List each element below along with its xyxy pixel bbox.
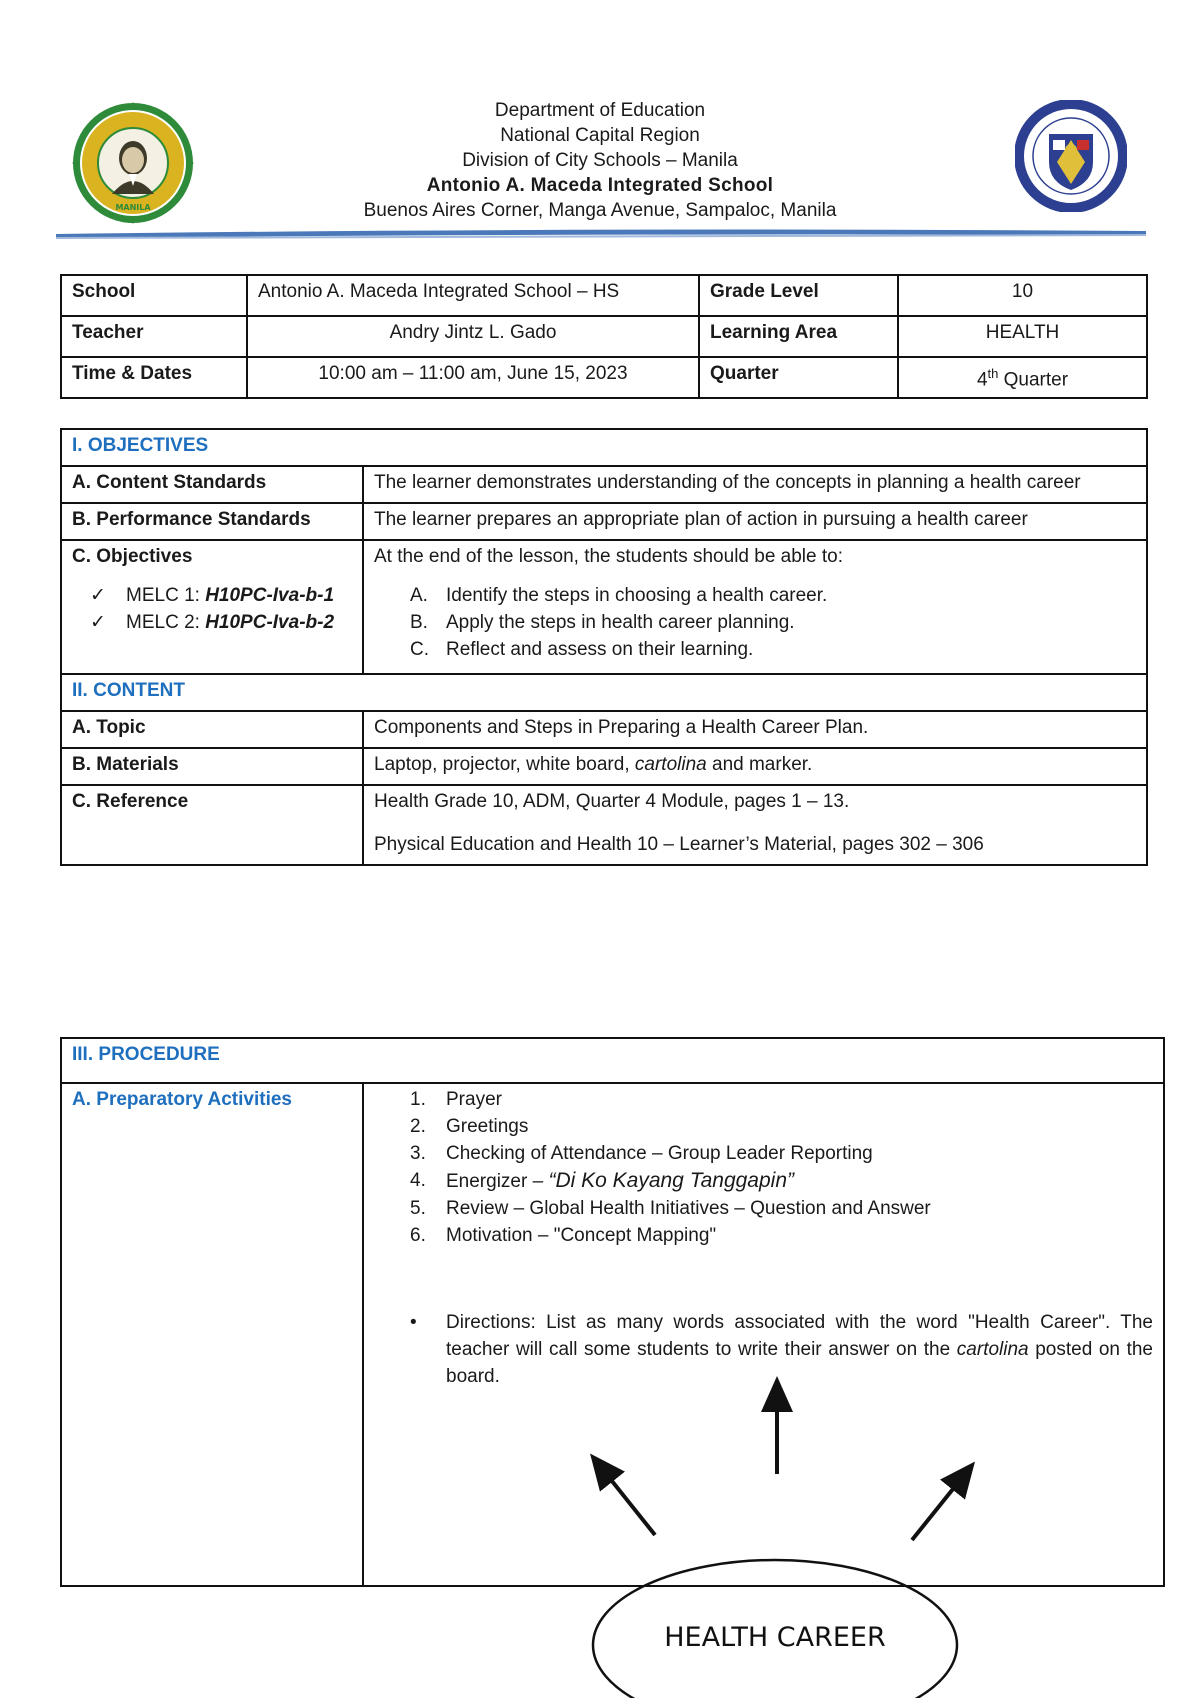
list-item: [410, 1195, 1153, 1222]
melc-prefix: MELC 1:: [126, 585, 206, 606]
list-item: [410, 1086, 1153, 1113]
preparatory-activities-label: A. Preparatory Activities: [61, 1083, 363, 1586]
objectives-label-cell: [61, 540, 363, 674]
materials-text-end: and marker.: [706, 754, 813, 775]
melc-prefix: MELC 2:: [126, 612, 206, 633]
list-item: [90, 609, 366, 636]
performance-standards-value: The learner prepares an appropriate plan of action in pursuing a health career: [363, 503, 1147, 540]
list-marker: 2.: [410, 1116, 426, 1137]
letterhead-department: Department of Education: [494, 100, 706, 121]
materials-italic-text: cartolina: [634, 754, 707, 775]
objectives-content-table: [60, 428, 1148, 866]
objectives-value-cell: [363, 540, 1147, 674]
list-marker: B.: [410, 612, 428, 633]
school-value: Antonio A. Maceda Integrated School – HS: [247, 275, 699, 316]
letterhead-address: Buenos Aires Corner, Manga Avenue, Sampaloc, Manila: [363, 200, 837, 221]
content-standards-value: The learner demonstrates understanding of the concepts in planning a health career: [363, 466, 1147, 503]
list-marker: 6.: [410, 1225, 426, 1246]
table-row: [61, 674, 1147, 711]
quarter-number: 4: [976, 369, 988, 391]
list-item: [410, 582, 1136, 609]
list-item-text: Prayer: [446, 1089, 502, 1110]
list-item: [90, 582, 366, 609]
directions-italic-text: cartolina: [956, 1339, 1029, 1360]
list-item: [410, 1113, 1153, 1140]
directions-item: [410, 1309, 1153, 1390]
list-marker: 3.: [410, 1143, 426, 1164]
letterhead-rule: [56, 228, 1146, 240]
lesson-info-table: [60, 274, 1148, 399]
list-marker: A.: [410, 585, 428, 606]
quarter-word: Quarter: [998, 369, 1069, 391]
list-item-text: Energizer –: [446, 1171, 549, 1192]
list-item: [410, 636, 1136, 663]
procedure-heading: III. PROCEDURE: [61, 1038, 1164, 1083]
list-item-text: Apply the steps in health career planning.: [446, 612, 795, 633]
table-row: [61, 357, 1147, 398]
objectives-list: [374, 582, 1136, 663]
list-item-text: Review – Global Health Initiatives – Question and Answer: [446, 1198, 931, 1219]
school-seal-logo: [72, 102, 194, 224]
grade-level-label: Grade Level: [699, 275, 898, 316]
table-row: [61, 748, 1147, 785]
learning-area-value: HEALTH: [898, 316, 1147, 357]
learning-area-label: Learning Area: [699, 316, 898, 357]
preparatory-activities-cell: [363, 1083, 1164, 1586]
svg-text:MANILA: MANILA: [115, 203, 151, 212]
concept-map-label: HEALTH CAREER: [664, 1622, 886, 1653]
letterhead: [300, 98, 900, 223]
quarter-ordinal: th: [987, 366, 999, 381]
list-marker: 4.: [410, 1170, 426, 1191]
teacher-label: Teacher: [61, 316, 247, 357]
time-dates-label: Time & Dates: [61, 357, 247, 398]
list-marker: 1.: [410, 1089, 426, 1110]
reference-item: Physical Education and Health 10 – Learner’s Material, pages 302 – 306: [374, 834, 984, 855]
melc-list: [72, 582, 352, 636]
list-marker: 5.: [410, 1198, 426, 1219]
letterhead-region: National Capital Region: [500, 125, 700, 146]
reference-item: Health Grade 10, ADM, Quarter 4 Module, pages 1 – 13.: [374, 791, 850, 812]
table-row: [61, 275, 1147, 316]
procedure-table: [60, 1037, 1165, 1587]
list-item-text: Reflect and assess on their learning.: [446, 639, 754, 660]
list-item-text: Motivation – "Concept Mapping": [446, 1225, 717, 1246]
list-item-text: Greetings: [446, 1116, 529, 1137]
school-label: School: [61, 275, 247, 316]
list-item-text: Identify the steps in choosing a health career.: [446, 585, 828, 606]
topic-label: A. Topic: [61, 711, 363, 748]
quarter-value: [898, 357, 1147, 398]
list-item-text: Checking of Attendance – Group Leader Reporting: [446, 1143, 873, 1164]
checkmark-icon: ✓: [90, 612, 106, 633]
reference-label: C. Reference: [61, 785, 363, 865]
energizer-title: “Di Ko Kayang Tanggapin”: [548, 1169, 795, 1192]
letterhead-school-name: Antonio A. Maceda Integrated School: [426, 175, 774, 196]
directions-text-end: posted on the board.: [446, 1339, 1153, 1387]
table-row: [61, 1038, 1164, 1083]
performance-standards-label: B. Performance Standards: [61, 503, 363, 540]
list-item: [410, 609, 1136, 636]
objectives-intro: At the end of the lesson, the students should be able to:: [374, 546, 843, 567]
table-row: [61, 503, 1147, 540]
deped-seal-logo: [1015, 100, 1127, 212]
table-row: [61, 466, 1147, 503]
list-item: [410, 1167, 1153, 1195]
table-row: [61, 1083, 1164, 1586]
objectives-label: C. Objectives: [72, 546, 193, 567]
list-item: [410, 1140, 1153, 1167]
list-item: [410, 1222, 1153, 1249]
bullet-icon: •: [410, 1312, 417, 1333]
topic-value: Components and Steps in Preparing a Health Career Plan.: [363, 711, 1147, 748]
table-row: [61, 429, 1147, 466]
time-dates-value: 10:00 am – 11:00 am, June 15, 2023: [247, 357, 699, 398]
activities-list: [374, 1086, 1153, 1249]
table-row: [61, 711, 1147, 748]
content-standards-label: A. Content Standards: [61, 466, 363, 503]
directions-text: Directions: List as many words associated with the word "Health Career". The teacher will call some students to write their answer on the: [446, 1312, 1153, 1360]
table-row: [61, 540, 1147, 674]
teacher-value: Andry Jintz L. Gado: [247, 316, 699, 357]
objectives-heading: I. OBJECTIVES: [61, 429, 1147, 466]
checkmark-icon: ✓: [90, 585, 106, 606]
letterhead-division: Division of City Schools – Manila: [462, 150, 738, 171]
quarter-label: Quarter: [699, 357, 898, 398]
table-row: [61, 785, 1147, 865]
materials-text: Laptop, projector, white board,: [374, 754, 635, 775]
table-row: [61, 316, 1147, 357]
grade-level-value: 10: [898, 275, 1147, 316]
melc-code: H10PC-Iva-b-1: [205, 585, 335, 606]
materials-value: [363, 748, 1147, 785]
melc-code: H10PC-Iva-b-2: [205, 612, 335, 633]
materials-label: B. Materials: [61, 748, 363, 785]
list-marker: C.: [410, 639, 429, 660]
reference-value: [363, 785, 1147, 865]
content-heading: II. CONTENT: [61, 674, 1147, 711]
